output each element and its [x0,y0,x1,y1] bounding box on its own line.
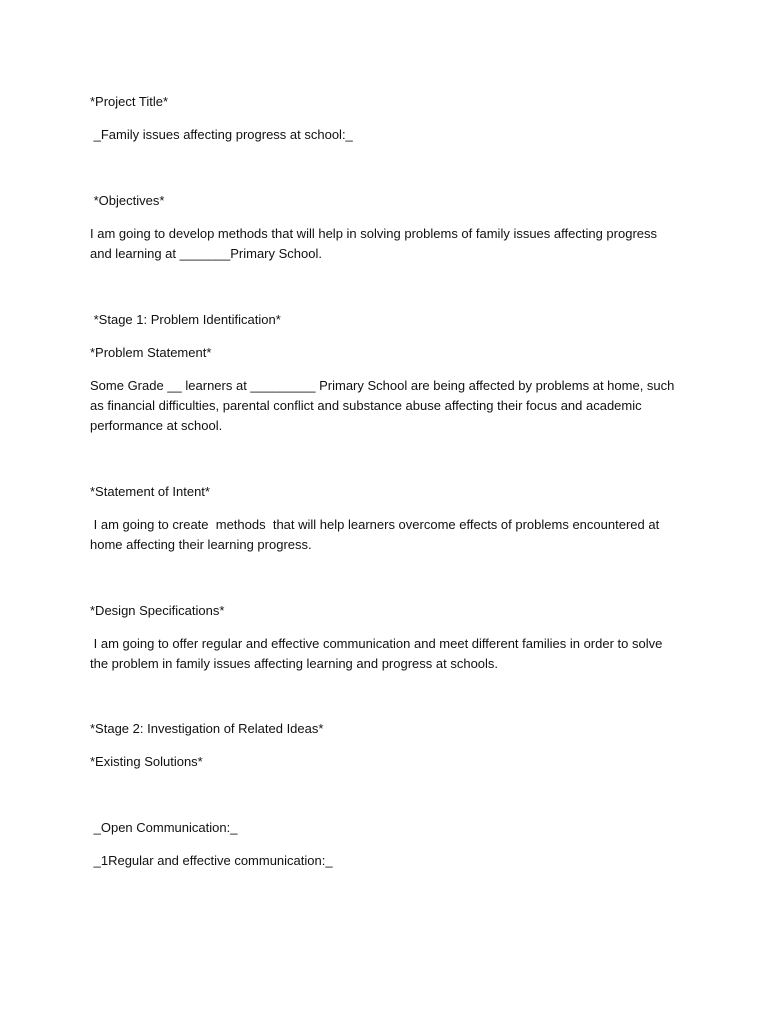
regular-communication-item: _1Regular and effective communication:_ [90,853,333,868]
objectives-text: I am going to develop methods that will help in solving problems of family issues affecting progress and learning at _______Primary School. [90,226,661,261]
problem-statement-heading: *Problem Statement* [90,345,212,360]
objectives-heading: *Objectives* [90,193,165,208]
existing-solutions-heading: *Existing Solutions* [90,754,203,769]
stage2-heading: *Stage 2: Investigation of Related Ideas* [90,721,324,736]
project-title-heading: *Project Title* [90,94,169,109]
statement-of-intent-heading: *Statement of Intent* [90,484,210,499]
problem-statement-text: Some Grade __ learners at _________ Primary School are being affected by problems at home, such as financial difficulties, parental conflict and substance abuse affecting their focus and academic performance at school. [90,378,679,433]
statement-of-intent-text: I am going to create methods that will help learners overcome effects of problems encountered at home affecting their learning progress. [90,517,663,552]
design-specifications-text: I am going to offer regular and effective communication and meet different families in order to solve the problem in family issues affecting learning and progress at schools. [90,636,666,671]
open-communication-item: _Open Communication:_ [90,820,238,835]
project-title: _Family issues affecting progress at school:_ [90,127,353,142]
design-specifications-heading: *Design Specifications* [90,603,225,618]
stage1-heading: *Stage 1: Problem Identification* [90,312,281,327]
